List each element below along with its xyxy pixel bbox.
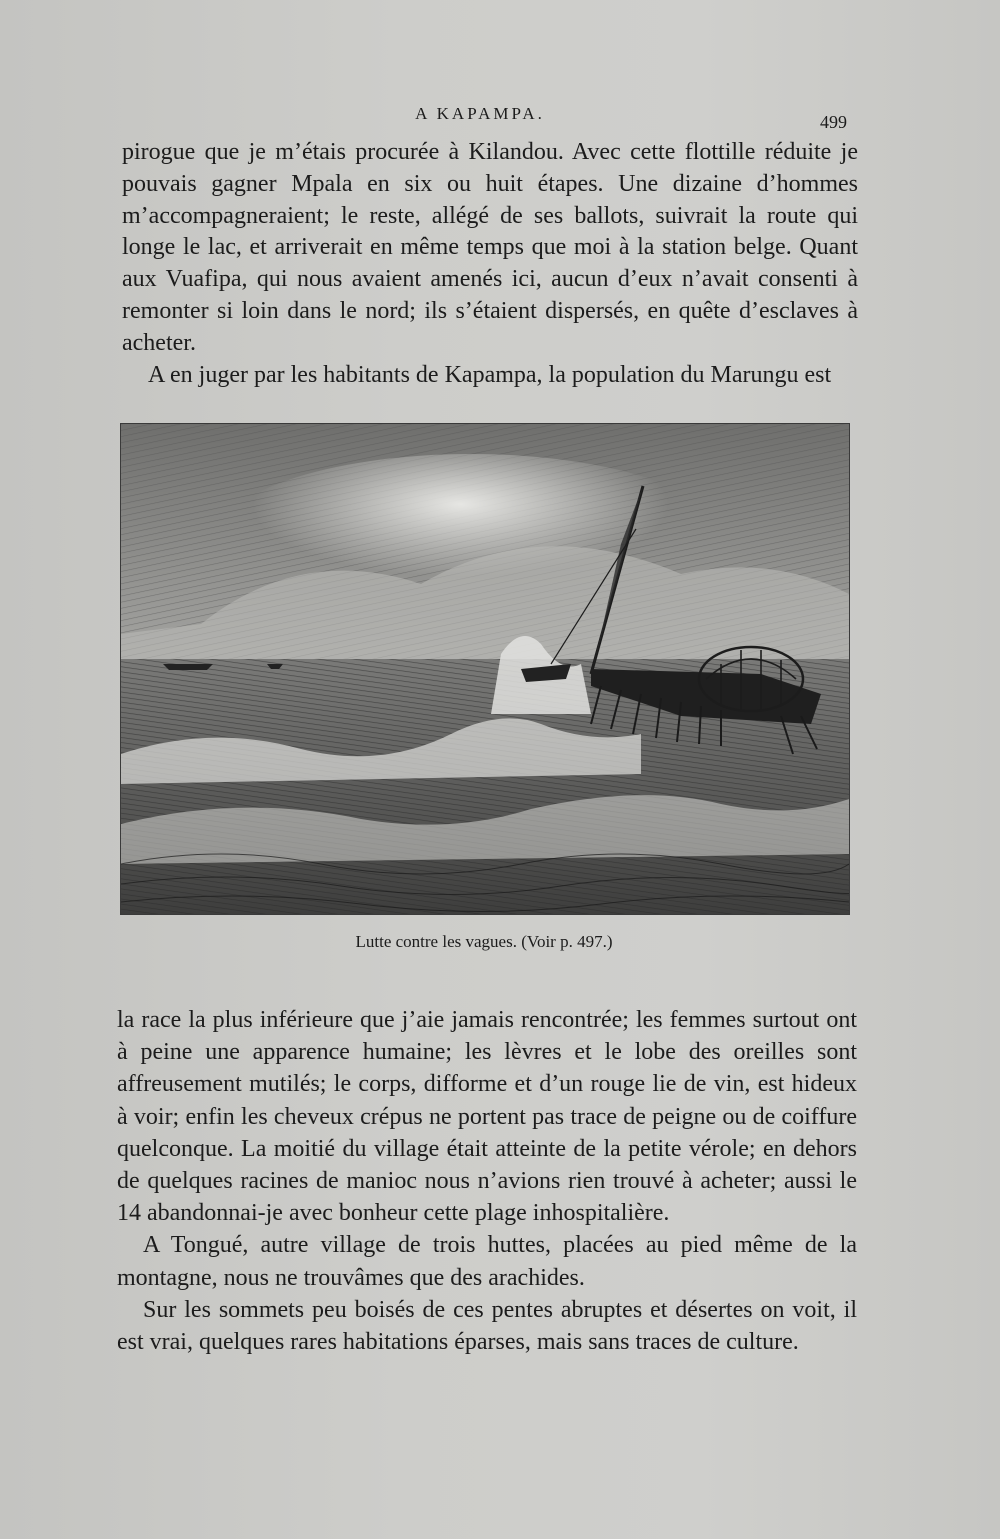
top-text-block [122,137,858,391]
stormy-sea-engraving [121,424,849,914]
paragraph: pirogue que je m’étais procurée à Kilandou. Avec cette flottille réduite je pouvais gagner Mpala en six ou huit étapes. Une dizaine d’hommes m’accompagneraient; le reste, allégé de ses ballots, suivrait la route qui longe le lac, et arriverait en même temps que moi à la station belge. Quant aux Vuafipa, qui nous avaient amenés ici, aucun d’eux n’avait consenti à remonter si loin dans le nord; ils s’étaient dispersés, en quête d’esclaves à acheter. [122,139,858,356]
paragraph: Sur les sommets peu boisés de ces pentes abruptes et désertes on voit, il est vrai, quelques rares habitations éparses, mais sans traces de culture. [117,1296,857,1356]
running-title: A KAPAMPA. [415,104,545,123]
paragraph: A Tongué, autre village de trois huttes, placées au pied même de la montagne, nous ne trouvâmes que des arachides. [117,1232,857,1291]
figure-caption: Lutte contre les vagues. (Voir p. 497.) [355,932,613,951]
paragraph: la race la plus inférieure que j’aie jamais rencontrée; les femmes surtout ont à peine une apparence humaine; les lèvres et le lobe des oreilles sont affreusement mutilés; le corps, difforme et d’un rouge lie de vin, est hideux à voir; enfin les cheveux crépus ne portent pas trace de peigne ou de coiffure quelconque. La moitié du village était atteinte de la petite vérole; en dehors de quelques racines de manioc nous n’avions rien trouvé à acheter; aussi le 14 abandonnai-je avec bonheur cette plage inhospitalière. [117,1007,857,1227]
running-head [0,100,1000,130]
paragraph: A en juger par les habitants de Kapampa, la population du Marungu est [148,361,832,388]
bottom-text-block [117,1004,857,1358]
engraving-illustration [120,423,850,915]
page-number: 499 [820,112,847,132]
